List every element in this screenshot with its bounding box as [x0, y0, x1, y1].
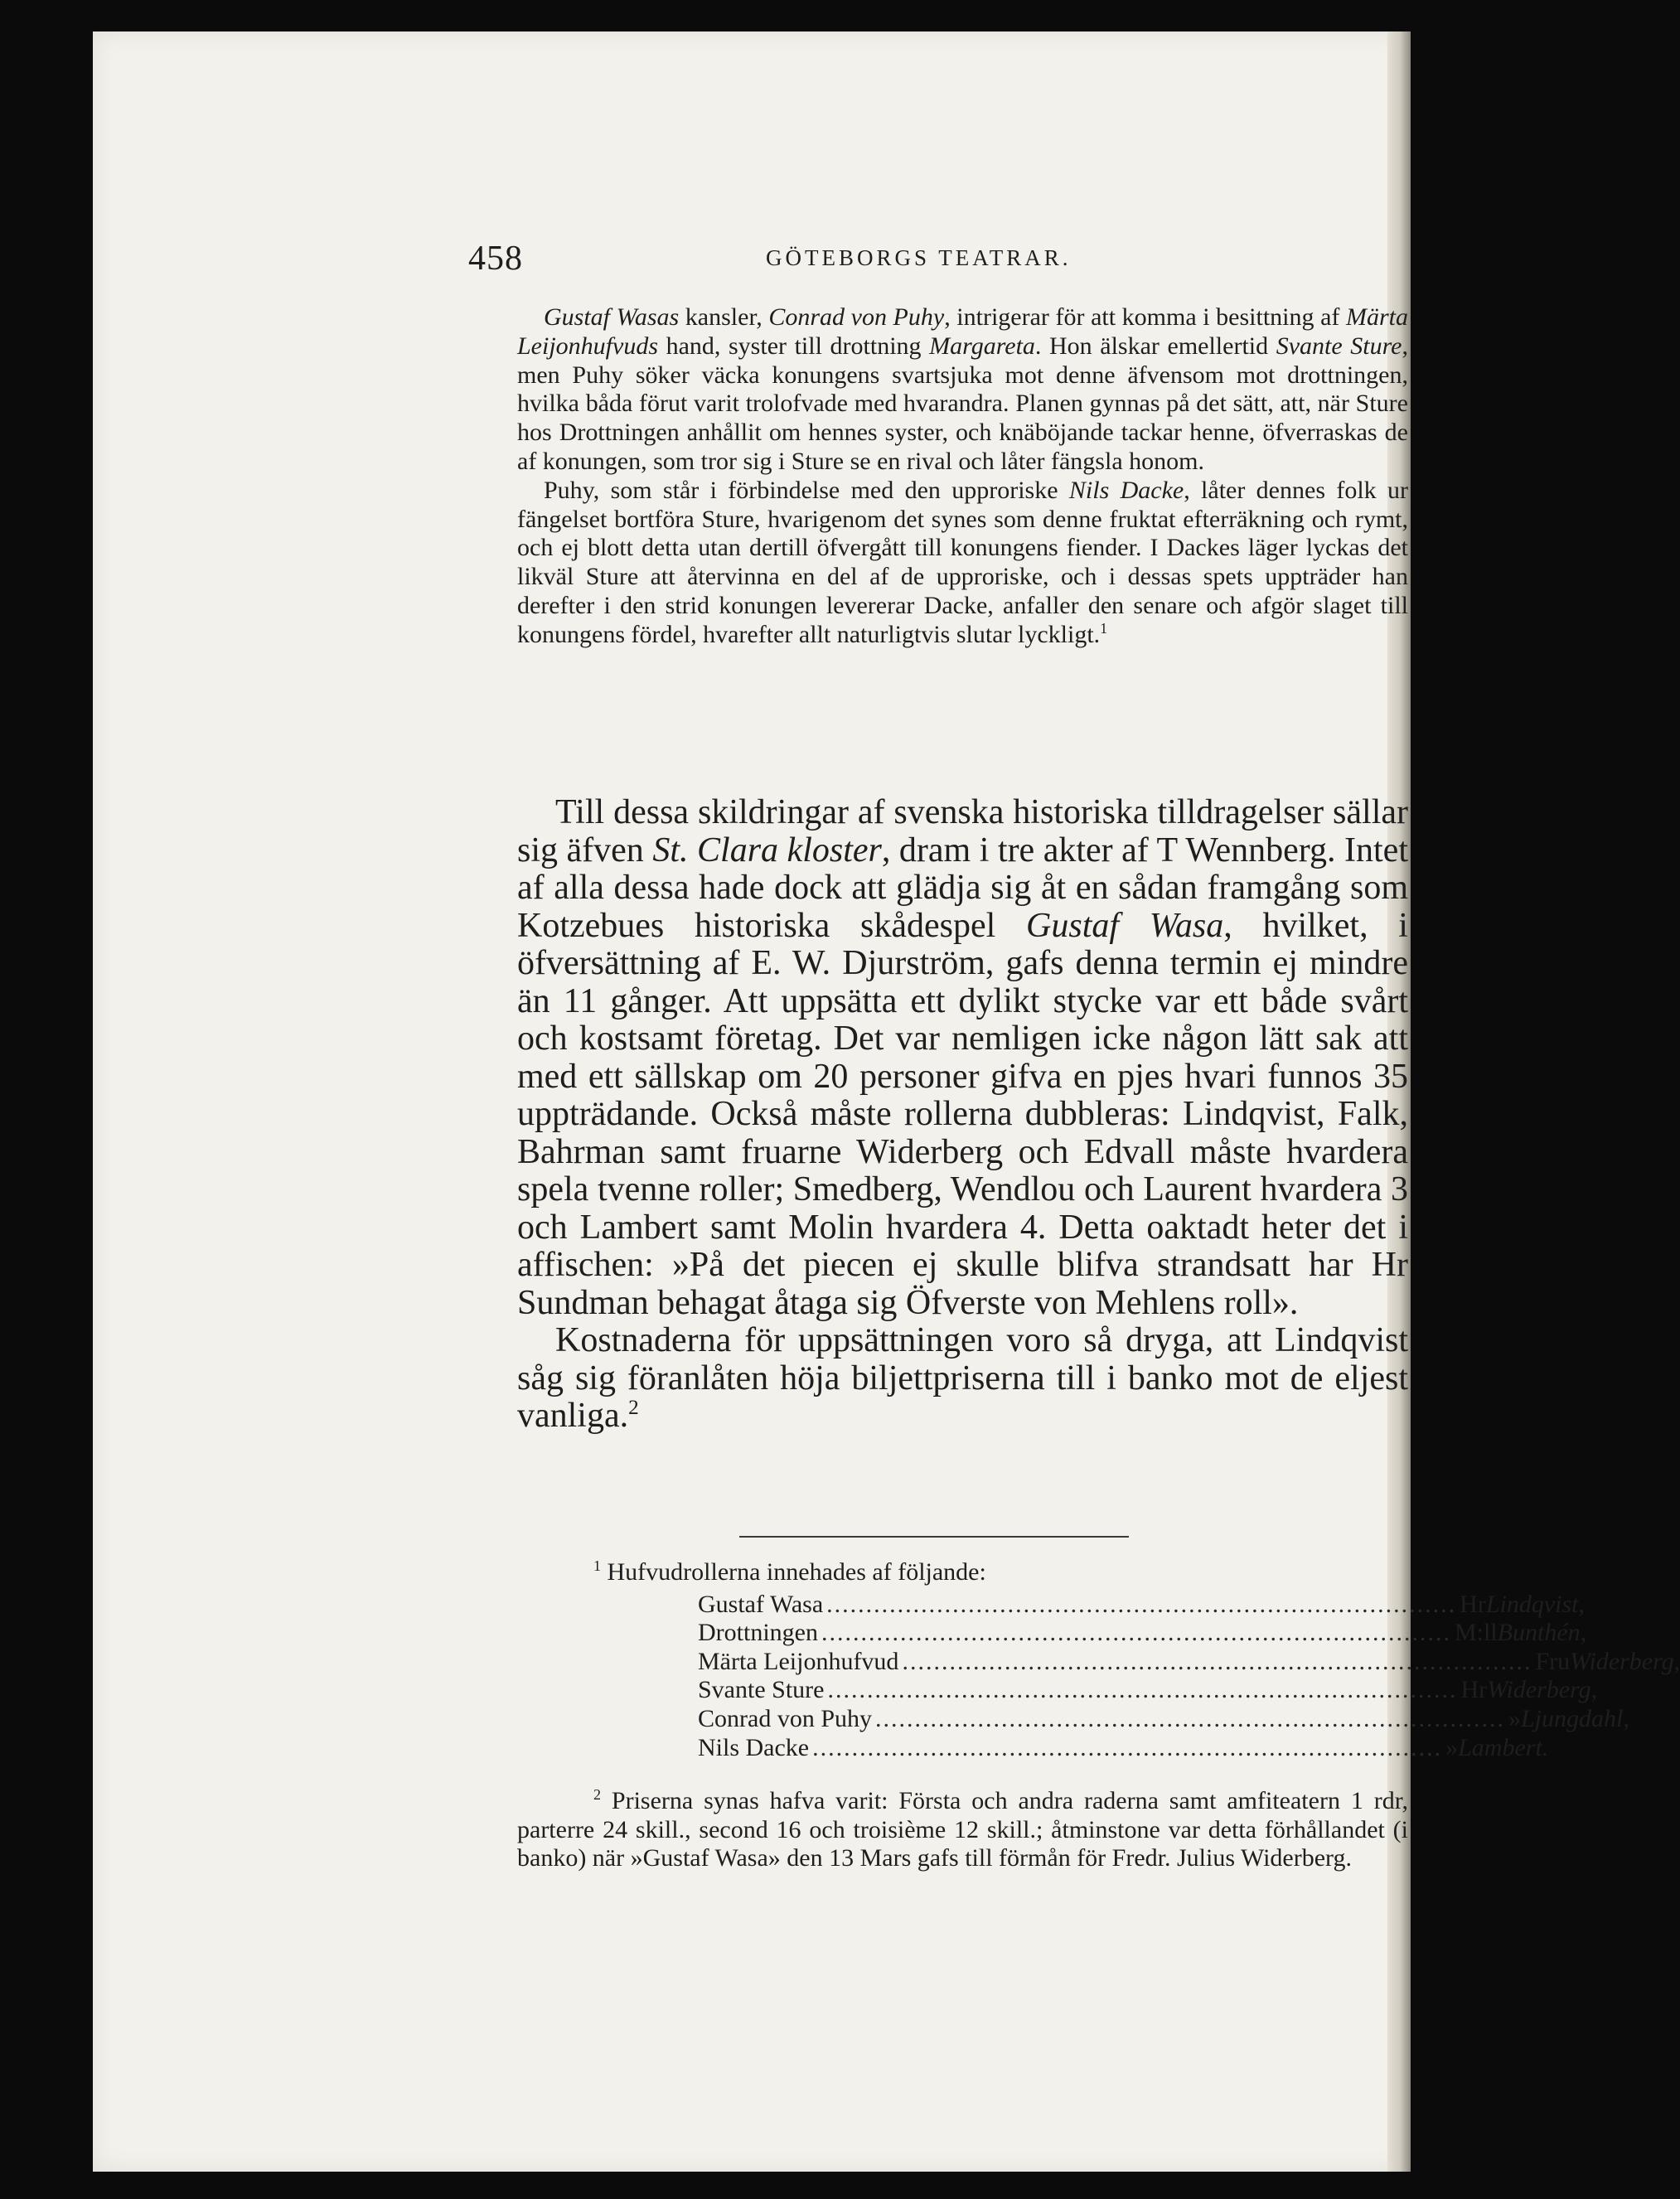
body-text: Till dessa skildringar af svenska historiska tilldragelser sällar sig äfven	[517, 793, 1408, 869]
running-head	[341, 206, 1411, 278]
summary-emph: Conrad von Puhy	[768, 303, 945, 331]
summary-text: , intrigerar för att komma i besittning af	[944, 303, 1347, 331]
cast-title: Hr	[1460, 1590, 1486, 1618]
footnotes	[517, 1557, 1680, 1873]
cast-list	[517, 1590, 1680, 1763]
cast-role: Svante Sture	[698, 1676, 825, 1704]
book-page	[93, 31, 1680, 2172]
cast-actor: Widerberg,	[1487, 1676, 1598, 1704]
cast-row	[698, 1590, 1586, 1620]
footnote-mark: 2	[593, 1786, 601, 1804]
body-emph: Gustaf Wasa	[1026, 906, 1224, 945]
leader-dots: ................................................................................	[827, 1676, 1458, 1704]
cast-row	[698, 1647, 1680, 1677]
cast-title: »	[1508, 1704, 1521, 1732]
leader-dots: ................................................................................	[875, 1704, 1505, 1732]
body-text: , dram i tre akter af T Wennberg. Intet af alla dessa hade dock att glädja sig åt en sådan framgång som Kotzebues historiska skådespel	[517, 831, 1408, 945]
summary-paragraph-2	[517, 477, 1408, 650]
footnote-ref-1: 1	[1100, 619, 1108, 637]
summary-emph: Märta Leijonhufvuds	[517, 303, 1409, 360]
summary-text: hand, syster till drottning	[658, 332, 930, 360]
footnote-divider	[739, 1536, 1129, 1538]
leader-dots: ................................................................................	[826, 1590, 1457, 1618]
summary-text: , låter dennes folk ur fängelset bortföra Sture, hvarigenom det synes som denne fruktat efterräkning och rymt, och ej blott detta utan dertill öfvergått till konungens fiender. I Dackes läger lyckas det likväl Sture att återvinna en del af de upproriske, och i dessas spets uppträder han derefter i den strid konungen levererar Dacke, anfaller den senare och afgör slaget till konungens fördel, hvarefter allt naturligtvis slutar lyckligt.	[517, 476, 1408, 648]
cast-role: Gustaf Wasa	[698, 1590, 824, 1618]
footnote-text: Priserna synas hafva varit: Första och andra raderna samt amfiteatern 1 rdr, parterre 24 skill., second 16 och troisième 12 skill.; åtminstone var detta förhållandet (i banko) när »Gustaf Wasa» den 13 Mars gafs till förmån för Fredr. Julius Widerberg.	[517, 1787, 1409, 1872]
running-title: GÖTEBORGS TEATRAR.	[766, 245, 1072, 270]
summary-text: kansler,	[679, 303, 769, 331]
footnote-1-heading	[517, 1558, 1408, 1587]
cast-role: Märta Leijonhufvud	[698, 1647, 899, 1675]
summary-text: Puhy, som står i förbindelse med den upproriske	[544, 476, 1069, 504]
cast-actor: Bunthén,	[1497, 1619, 1587, 1647]
footnote-2	[517, 1787, 1408, 1873]
leader-dots: ................................................................................	[821, 1619, 1451, 1647]
cast-title: Fru	[1535, 1647, 1571, 1675]
cast-actor: Lambert.	[1458, 1733, 1549, 1761]
summary-emph: Nils Dacke	[1068, 476, 1184, 504]
cast-row	[698, 1704, 1629, 1734]
leader-dots: ................................................................................	[902, 1647, 1532, 1675]
body-paragraph-2	[517, 1322, 1408, 1436]
main-text	[517, 794, 1408, 1436]
cast-title: »	[1445, 1733, 1459, 1761]
cast-role: Nils Dacke	[698, 1733, 810, 1761]
summary-emph: Margareta	[929, 332, 1035, 360]
plot-summary	[517, 303, 1408, 650]
cast-role: Drottningen	[698, 1619, 818, 1647]
summary-emph: Svante Sture	[1276, 332, 1402, 360]
cast-row	[698, 1733, 1549, 1763]
body-emph: St. Clara kloster	[652, 831, 882, 869]
summary-text: . Hon älskar emellertid	[1034, 332, 1276, 360]
body-paragraph-1	[517, 794, 1408, 1322]
cast-actor: Lindqvist,	[1485, 1590, 1586, 1618]
cast-role: Conrad von Puhy	[698, 1704, 872, 1732]
cast-actor: Ljungdahl,	[1521, 1704, 1629, 1732]
body-text: , hvilket, i öfversättning af E. W. Djurström, gafs denna termin ej mindre än 11 gånger. Att uppsätta ett dylikt stycke var ett både svårt och kostsamt företag. Det var nemligen icke någon lätt sak att med ett sällskap om 20 personer gifva en pjes hvari funnos 35 uppträdande. Också måste rollerna dubbleras: Lindqvist, Falk, Bahrman samt fruarne Widerberg och Edvall måste hvardera spela tvenne roller; Smedberg, Wendlou och Laurent hvardera 3 och Lambert samt Molin hvardera 4. Detta oaktadt heter det i affischen: »På det piecen ej skulle blifva strandsatt har Hr Sundman behagat åtaga sig Öfverste von Mehlens roll».	[517, 906, 1408, 1322]
footnote-ref-2: 2	[628, 1397, 639, 1419]
cast-title: M:ll	[1454, 1619, 1498, 1647]
page-number: 458	[468, 240, 523, 278]
footnote-text: Hufvudrollerna innehades af följande:	[607, 1558, 986, 1586]
cast-row	[698, 1676, 1598, 1705]
cast-actor: Widerberg,	[1570, 1647, 1680, 1675]
footnote-mark: 1	[593, 1557, 601, 1574]
cast-title: Hr	[1460, 1676, 1488, 1704]
summary-paragraph-1	[517, 303, 1408, 477]
body-text: Kostnaderna för uppsättningen voro så dryga, att Lindqvist såg sig föranlåten höja biljettpriserna till i banko mot de eljest vanliga.	[517, 1321, 1408, 1435]
cast-row	[698, 1619, 1587, 1648]
leader-dots: ................................................................................	[812, 1733, 1443, 1761]
summary-emph: Gustaf Wasas	[544, 303, 680, 331]
summary-text: , men Puhy söker väcka konungens svartsjuka mot denne äfvensom mot drottningen, hvilka båda förut varit trolofvade med hvarandra. Planen gynnas på det sätt, att, när Sture hos Drottningen anhållit om hennes syster, och knäböjande tackar henne, öfverraskas de af konungen, som tror sig i Sture se en rival och låter fängsla honom.	[517, 332, 1408, 475]
